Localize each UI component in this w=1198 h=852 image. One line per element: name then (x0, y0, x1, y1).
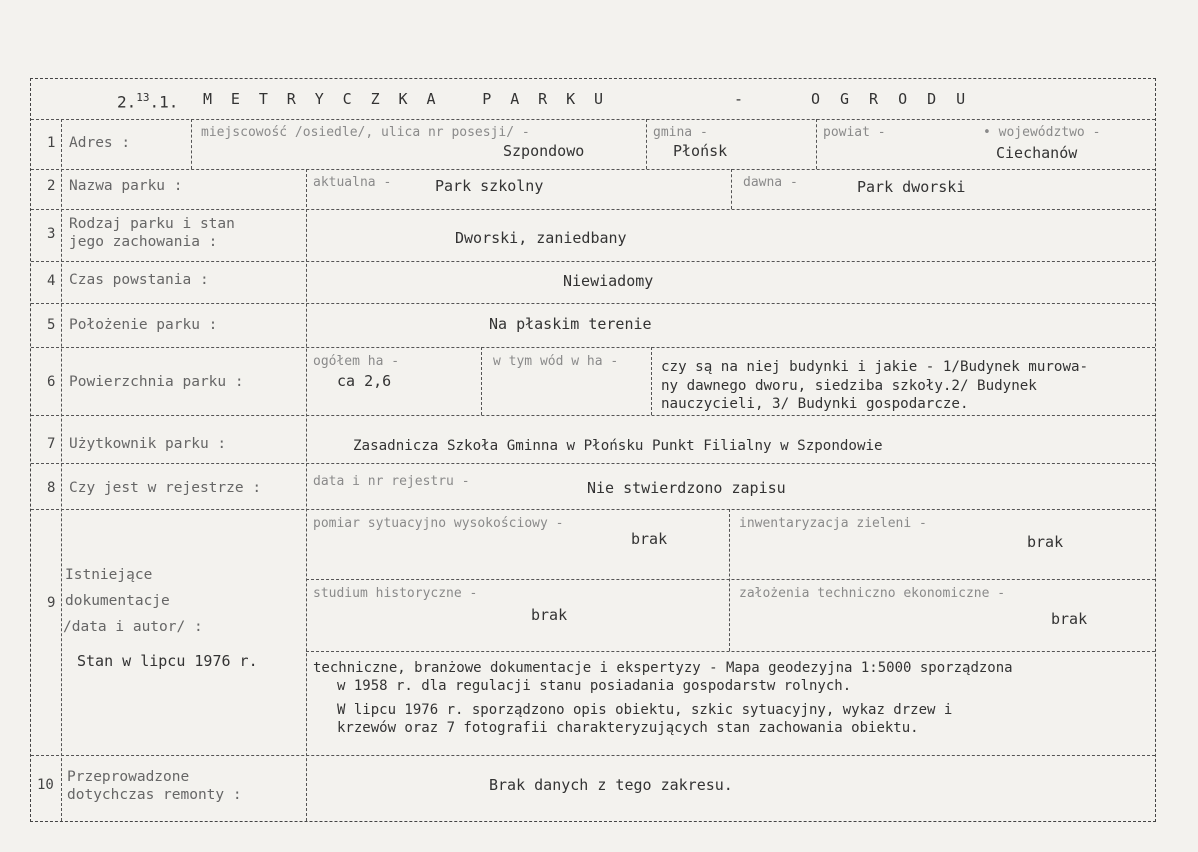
row-number: 7 (47, 436, 56, 452)
former-name-caption: dawna - (743, 175, 798, 190)
row-number: 8 (47, 480, 56, 496)
registry-caption: data i nr rejestru - (313, 474, 470, 489)
row-divider (31, 755, 1155, 756)
park-record-card (30, 78, 1156, 822)
inventory-caption: inwentaryzacja zieleni - (739, 516, 927, 531)
other-docs-line1: techniczne, branżowe dokumentacje i ekspertyzy - Mapa geodezyjna 1:5000 sporządzona (313, 660, 1013, 676)
row-divider (31, 169, 1155, 170)
documentation-label-line1: Istniejące (65, 567, 153, 583)
location-label: Położenie parku : (69, 317, 218, 333)
history-caption: studium historyczne - (313, 586, 478, 601)
state-note: Stan w lipcu 1976 r. (77, 652, 258, 670)
water-area-caption: w tym wód w ha - (493, 354, 619, 369)
gmina-value: Płońsk (673, 142, 728, 160)
card-title-right: OGRODU (811, 90, 986, 108)
other-docs-line3: W lipcu 1976 r. sporządzono opis obiektu, szkic sytuacyjny, wykaz drzew i (337, 702, 953, 718)
locality-value: Szpondowo (503, 142, 585, 160)
user-value: Zasadnicza Szkoła Gminna w Płońsku Punkt Filialny w Szpondowie (353, 438, 883, 454)
card-title-dash: - (734, 90, 744, 108)
park-type-value: Dworski, zaniedbany (455, 229, 627, 247)
registry-label: Czy jest w rejestrze : (69, 480, 262, 496)
powiat-caption: powiat - (823, 125, 886, 140)
park-type-label-line1: Rodzaj parku i stan (69, 216, 235, 232)
card-number-suffix: .1. (149, 92, 179, 112)
column-divider (481, 347, 482, 415)
other-docs-line2: w 1958 r. dla regulacji stanu posiadania gospodarstw rolnych. (337, 678, 852, 694)
user-label: Użytkownik parku : (69, 436, 227, 452)
survey-caption: pomiar sytuacyjno wysokościowy - (313, 516, 564, 531)
former-name-value: Park dworski (857, 178, 966, 196)
row-number: 2 (47, 178, 56, 194)
row-divider (31, 509, 1155, 510)
park-type-label-line2: jego zachowania : (69, 234, 218, 250)
repairs-label-line1: Przeprowadzone (67, 769, 190, 785)
row-number: 1 (47, 135, 56, 151)
total-area-value: ca 2,6 (337, 372, 392, 390)
history-value: brak (531, 606, 568, 624)
column-divider (651, 347, 652, 415)
buildings-line2: ny dawnego dworu, siedziba szkoły.2/ Budynek (661, 378, 1037, 394)
voivodeship-caption: • województwo - (983, 125, 1101, 140)
location-value: Na płaskim terenie (489, 315, 652, 333)
tech-econ-caption: założenia techniczno ekonomiczne - (739, 586, 1006, 601)
row-number: 9 (47, 595, 56, 611)
card-number-prefix: 2. (117, 92, 137, 112)
row-number: 3 (47, 226, 56, 242)
row-divider (31, 119, 1155, 120)
tech-econ-value: brak (1051, 610, 1088, 628)
buildings-line3: nauczycieli, 3/ Budynki gospodarcze. (661, 396, 969, 412)
other-docs-line4: krzewów oraz 7 fotografii charakteryzujących stan zachowania obiektu. (337, 720, 919, 736)
column-divider (306, 169, 307, 821)
documentation-label-line3: /data i autor/ : (63, 619, 203, 635)
total-area-caption: ogółem ha - (313, 354, 400, 369)
current-name-value: Park szkolny (435, 177, 544, 195)
buildings-line1: czy są na niej budynki i jakie - 1/Budynek murowa- (661, 359, 1089, 375)
row-number: 4 (47, 273, 56, 289)
column-divider (731, 169, 732, 209)
park-name-label: Nazwa parku : (69, 178, 183, 194)
voivodeship-value: Ciechanów (996, 144, 1078, 162)
row-divider (31, 415, 1155, 416)
row-number: 6 (47, 374, 56, 390)
area-label: Powierzchnia parku : (69, 374, 244, 390)
column-divider (729, 509, 730, 651)
number-column-divider (61, 119, 62, 821)
row-divider (306, 579, 1155, 580)
creation-time-value: Niewiadomy (563, 272, 654, 290)
repairs-label-line2: dotychczas remonty : (67, 787, 242, 803)
documentation-label-line2: dokumentacje (65, 593, 170, 609)
row-divider (31, 463, 1155, 464)
gmina-caption: gmina - (653, 125, 708, 140)
row-number: 5 (47, 317, 56, 333)
row-number: 10 (37, 777, 54, 793)
locality-caption: miejscowość /osiedle/, ulica nr posesji/ - (201, 125, 530, 140)
creation-time-label: Czas powstania : (69, 272, 209, 288)
inventory-value: brak (1027, 533, 1064, 551)
current-name-caption: aktualna - (313, 175, 392, 190)
survey-value: brak (631, 530, 668, 548)
column-divider (646, 119, 647, 169)
row-divider (31, 347, 1155, 348)
column-divider (816, 119, 817, 169)
row-divider (306, 651, 1155, 652)
card-title-left: METRYCZKA PARKU (203, 90, 622, 108)
row-divider (31, 303, 1155, 304)
registry-value: Nie stwierdzono zapisu (587, 479, 786, 497)
repairs-value: Brak danych z tego zakresu. (489, 776, 733, 794)
card-number (117, 89, 178, 110)
card-number-sup: 13 (136, 91, 150, 104)
row-divider (31, 209, 1155, 210)
row-divider (31, 261, 1155, 262)
column-divider (191, 119, 192, 169)
address-label: Adres : (69, 135, 131, 151)
